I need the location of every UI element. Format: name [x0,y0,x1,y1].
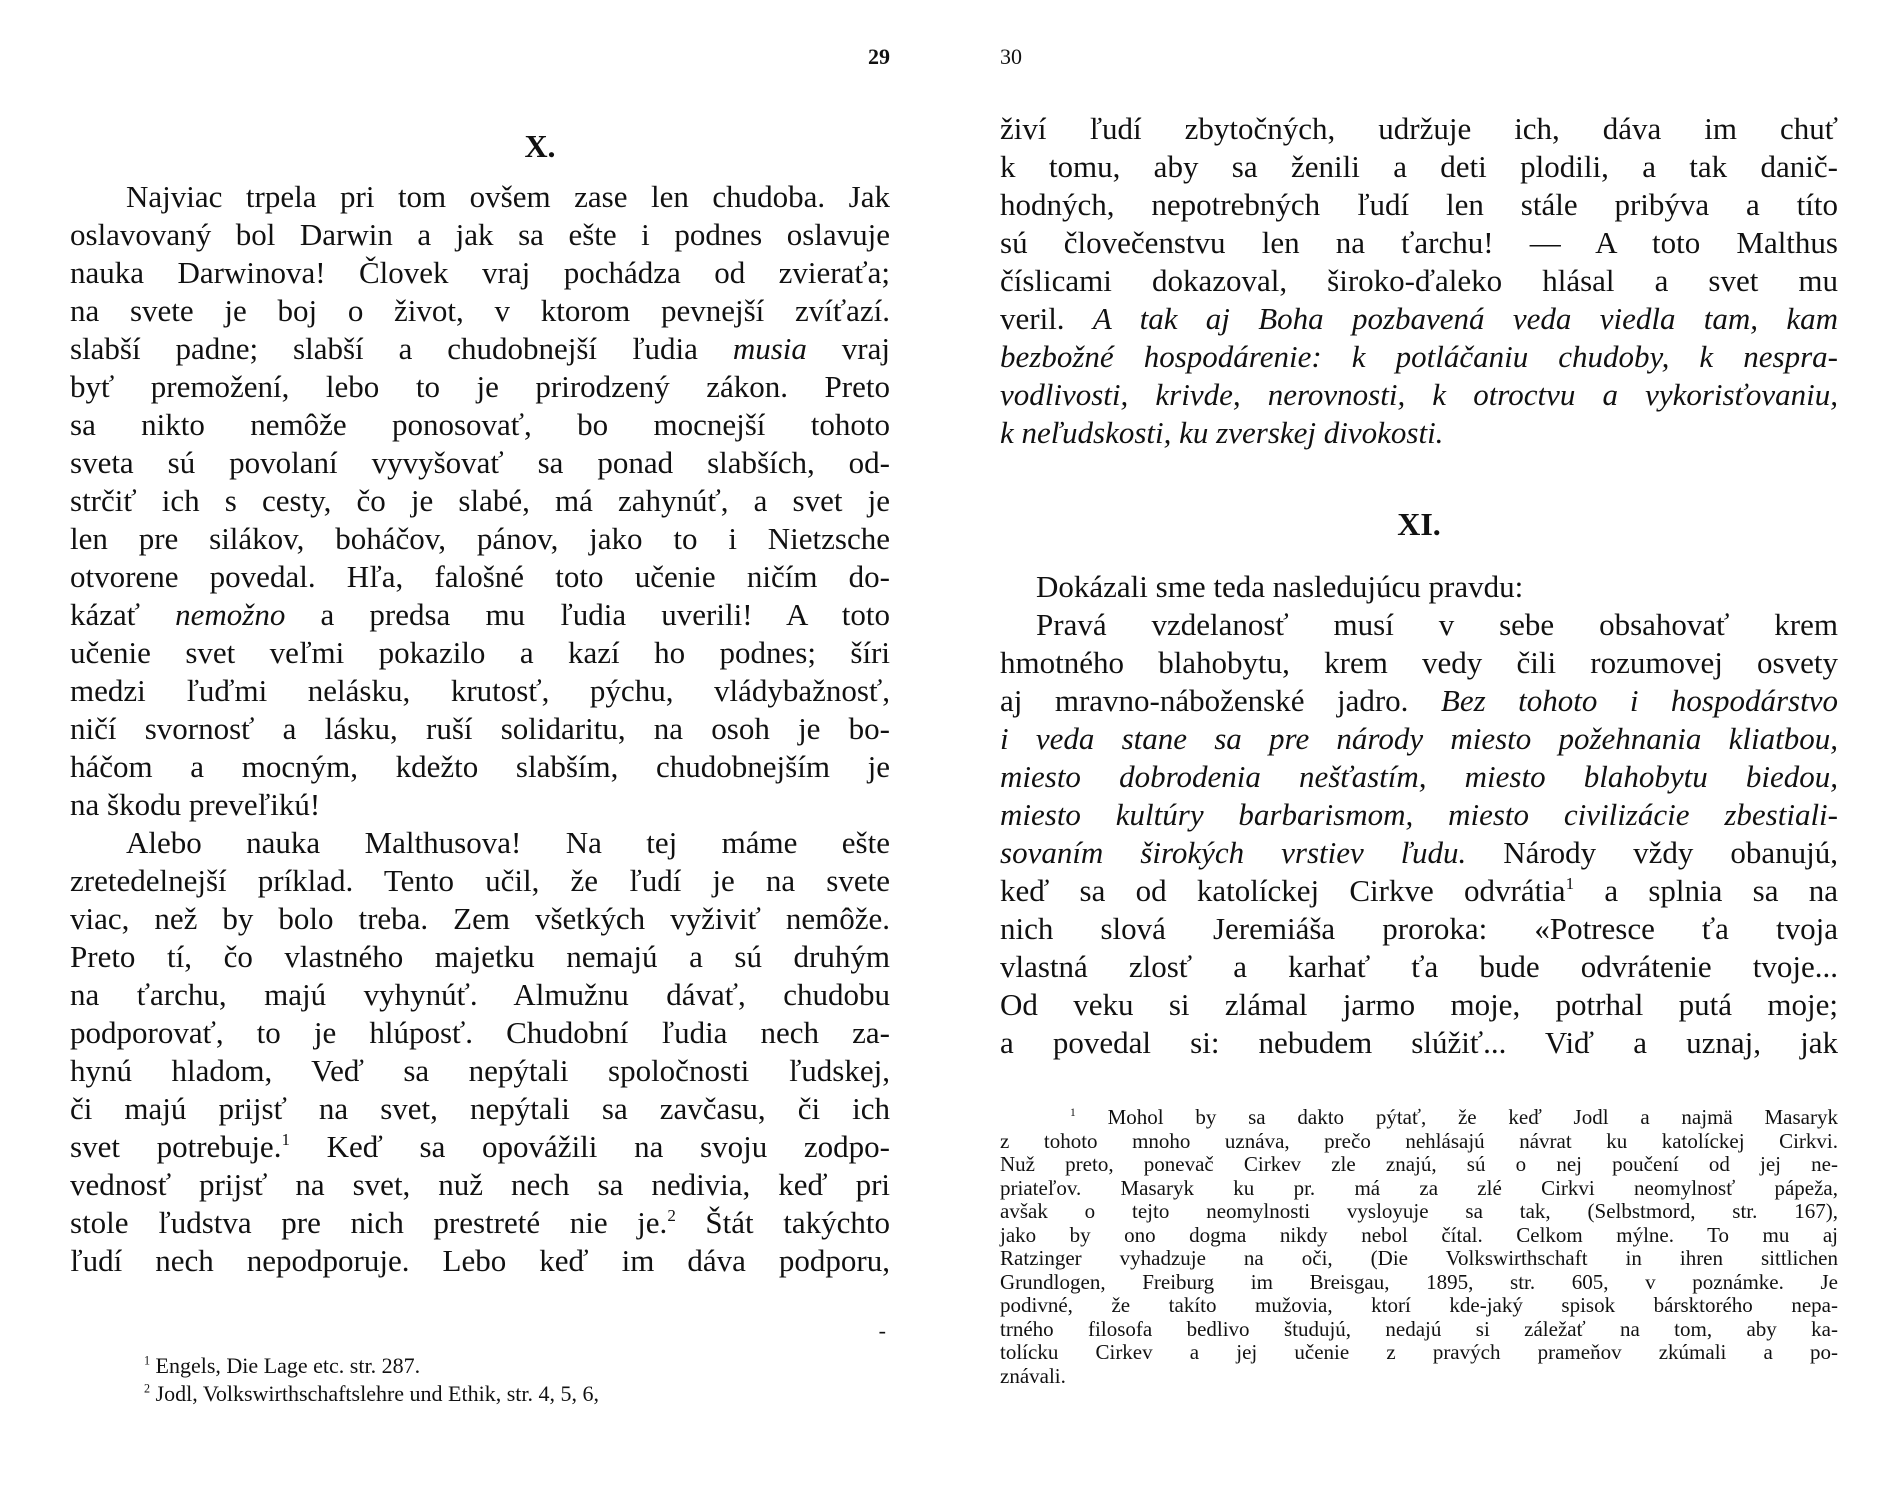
footnote-line: avšak o tejto neomylnosti vysloyuje sa tak, (Selbstmord, str. 167), [1000,1199,1838,1223]
footnote-line: Nuž preto, ponevač Cirkev zle znajú, sú o nej poučení od jej ne- [1000,1152,1838,1176]
text-line: živí ľudí zbytočných, udržuje ich, dáva im chuť [1000,111,1838,146]
text-line: Najviac trpela pri tom ovšem zase len chudoba. Jak [126,179,890,214]
text-line: vednosť prijsť na svet, nuž nech sa nedivia, keď pri [70,1167,890,1202]
text-segment: svet potrebuje. [70,1129,282,1164]
page-number: 29 [868,44,890,69]
body-text [70,178,890,1280]
italic-text: k neľudskosti, ku zverskej divokosti. [1000,415,1444,450]
footnote-line [1000,1106,1838,1130]
italic-text: i veda stane sa pre národy miesto požehnania kliatbou, [1000,721,1838,756]
italic-text: miesto kultúry barbarismom, miesto civilizácie zbestiali- [1000,797,1838,832]
footnote-line: Grundlogen, Freiburg im Breisgau, 1895, str. 605, v poznámke. Je [1000,1269,1838,1294]
italic-text: miesto dobrodenia nešťastím, miesto blahobytu biedou, [1000,759,1838,794]
footnote-line: jako by ono dogma nikdy nebol čítal. Celkom mýlne. To mu aj [1000,1222,1838,1247]
text-line [1000,300,1838,338]
text-line: hynú hladom, Veď sa nepýtali spoločnosti ľudskej, [70,1053,890,1088]
text-line: na škodu preveľikú! [70,787,321,822]
footnote-ref: 1 [281,1130,290,1150]
footnote-mark: 1 [144,1353,151,1368]
footnote-line: trného filosofa bedlivo študujú, nedajú si záležať na tom, aby ka- [1000,1316,1838,1341]
text-line [1000,720,1838,758]
footnote-line: Ratzinger vyhadzuje na oči, (Die Volkswirthschaft in ihren sittlichen [1000,1246,1838,1270]
right-page [1000,0,1838,1500]
body-text [1000,110,1838,452]
text-line [1000,682,1838,720]
text-line [1000,376,1838,414]
italic-text: sovaním širokých vrstiev ľudu. [1000,835,1467,870]
text-line: nauka Darwinova! Človek vraj pochádza od zvieraťa; [70,255,890,290]
footnote-line: priateľov. Masaryk ku pr. má za zlé Cirkvi neomylnosť pápeža, [1000,1175,1838,1200]
text-line: sveta sú povolaní vyvyšovať sa ponad slabších, od- [70,445,890,480]
text-line: len pre silákov, boháčov, pánov, jako to i Nietzsche [70,521,890,556]
text-line: zretedelnejší príklad. Tento učil, že ľudí je na svete [70,863,890,898]
chapter-heading: XI. [1397,506,1441,542]
footnotes [144,1352,864,1408]
footnote-mark: 2 [144,1381,151,1396]
text-line: ničí svornosť a lásku, ruší solidaritu, na osoh je bo- [70,711,890,746]
footnote-line: tolícku Cirkev a jej učenie z pravých prameňov zkúmali a po- [1000,1340,1838,1364]
chapter-heading: X. [524,128,556,164]
footnote-line: z tohoto mnoho uznáva, prečo nehlásajú návrat ku katolíckej Cirkvi. [1000,1128,1838,1153]
text-line [70,1128,890,1166]
text-line: sa nikto nemôže ponosovať, bo mocnejší tohoto [70,407,890,442]
text-line: hmotného blahobytu, krem vedy čili rozumovej osvety [1000,645,1838,680]
text-line [1000,414,1838,452]
text-line [1000,796,1838,834]
footnote-ref: 2 [667,1206,676,1226]
text-line: oslavovaný bol Darwin a jak sa ešte i podnes oslavuje [70,217,890,252]
italic-text: vodlivosti, krivde, nerovnosti, k otroctvu a vykorisťovaniu, [1000,377,1838,412]
text-segment: veril. [1000,301,1093,336]
footnote-mark: 1 [1070,1106,1076,1119]
text-line: medzi ľuďmi nelásku, krutosť, pýchu, vládybažnosť, [70,673,890,708]
text-line: viac, než by bolo treba. Zem všetkých vyživiť nemôže. [70,901,890,936]
text-line: nich slová Jeremiáša proroka: «Potresce ťa tvoja [1000,911,1838,946]
italic-text: bezbožné hospodárenie: k potláčaniu chudoby, k nespra- [1000,339,1838,374]
italic-text: A tak aj Boha pozbavená veda viedla tam, kam [1092,301,1838,336]
footnote-line: podivné, že takíto mužovia, ktorí kde-jaký spisok bársktorého nepa- [1000,1293,1838,1317]
text-line: Alebo nauka Malthusova! Na tej máme ešte [126,825,890,860]
text-line: ľudí nech nepodporuje. Lebo keď im dáva podporu, [70,1243,890,1278]
text-line: háčom a mocným, kdežto slabším, chudobnejším je [70,749,890,784]
text-line [1000,872,1838,910]
footnote-text: Engels, Die Lage etc. str. 287. [155,1353,421,1378]
text-line: a povedal si: nebudem slúžiť... Viď a uznaj, jak [1000,1025,1838,1060]
italic-text: Bez tohoto i hospodárstvo [1440,683,1838,718]
text-line: hodných, nepotrebných ľudí len stále pribýva a títo [1000,187,1838,222]
italic-text: musia [732,331,807,366]
footnote-ref: 1 [1565,874,1575,894]
text-line [1000,338,1838,376]
text-segment: Keď sa opovážili na svoju zodpo- [289,1129,890,1164]
text-line [1000,758,1838,796]
footnotes [1000,1106,1838,1388]
text-line: Preto tí, čo vlastného majetku nemajú a sú druhým [70,939,890,974]
text-segment: Štát takýchto [675,1205,890,1240]
text-segment: stole ľudstva pre nich prestreté nie je. [70,1205,668,1240]
body-text [1000,568,1838,1062]
text-line: vlastná zlosť a karhať ťa bude odvrátenie tvoje... [1000,949,1838,984]
text-line: podporovať, to je hlúposť. Chudobní ľudia nech za- [70,1015,890,1050]
text-line: na ťarchu, majú vyhynúť. Almužnu dávať, chudobu [70,977,890,1012]
text-line: Od veku si zlámal jarmo moje, potrhal putá moje; [1000,987,1838,1022]
text-line: strčiť ich s cesty, čo je slabé, má zahynúť, a svet je [70,483,890,518]
text-line: na svete je boj o život, v ktorom pevnejší zvíťazí. [70,293,890,328]
left-page [70,0,890,1500]
footnote-line: znávali. [1000,1363,1066,1388]
text-line: učenie svet veľmi pokazilo a kazí ho podnes; šíri [70,635,890,670]
text-line: byť premožení, lebo to je prirodzený zákon. Preto [70,369,890,404]
footnote [144,1380,864,1408]
footnote-text: Jodl, Volkswirthschaftslehre und Ethik, str. 4, 5, 6, [155,1381,599,1406]
footnote [144,1352,864,1380]
text-line: slabší padne; slabší a chudobnejší ľudia musia vraj [70,331,891,366]
text-segment: a splnia sa na [1574,873,1839,908]
text-line: kázať nemožno a predsa mu ľudia uverili! A toto [70,597,890,632]
text-line [70,1204,890,1242]
text-line [1000,834,1838,872]
text-line: otvorene povedal. Hľa, falošné toto učenie ničím do- [70,559,890,594]
italic-text: nemožno [175,597,286,632]
text-line: Pravá vzdelanosť musí v sebe obsahovať krem [1036,607,1838,642]
text-segment: keď sa od katolíckej Cirkve odvrátia [1000,873,1566,908]
page-number: 30 [1000,44,1022,69]
text-line: sú človečenstvu len na ťarchu! — A toto Malthus [1000,225,1838,260]
text-line: číslicami dokazoval, široko-ďaleko hlásal a svet mu [1000,263,1838,298]
text-line: Dokázali sme teda nasledujúcu pravdu: [1036,569,1524,604]
text-segment: Národy vždy obanujú, [1466,835,1838,870]
text-segment: aj mravno-náboženské jadro. [1000,683,1441,718]
text-line: či majú prijsť na svet, nepýtali sa zavčasu, či ich [70,1091,890,1126]
text-line: k tomu, aby sa ženili a deti plodili, a tak danič- [1000,149,1838,184]
footnote-text: Mohol by sa dakto pýtať, že keď Jodl a najmä Masaryk [1107,1105,1838,1129]
page-dash: - [878,1318,886,1343]
